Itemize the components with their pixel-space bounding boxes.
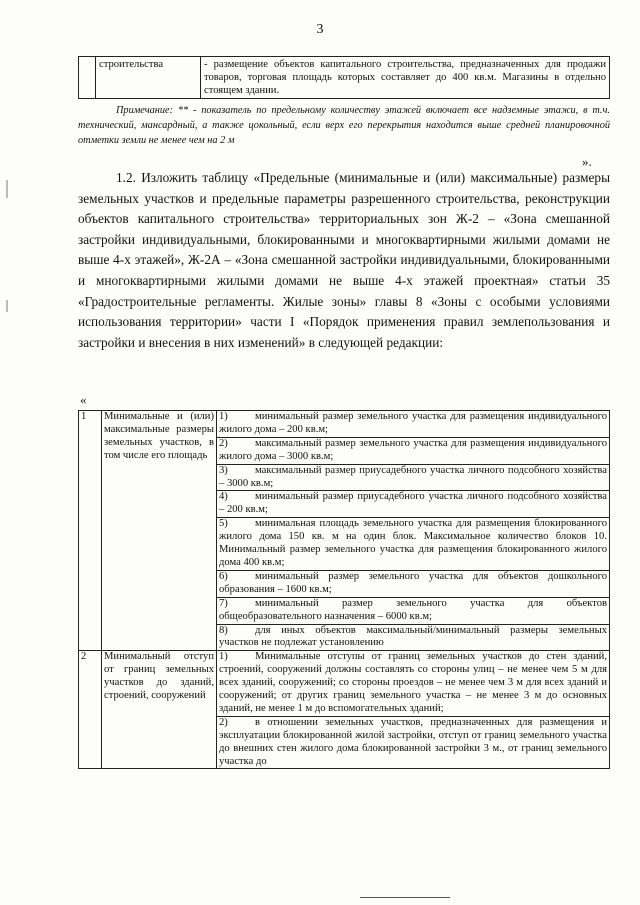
table-row	[79, 57, 610, 99]
margin-mark	[6, 300, 8, 312]
item-text: Минимальные отступы от границ земельных участков до стен зданий, строений, сооружений должны составлять со стороны улиц – не менее чем 5 м для всех зданий, сооружений; со стороны проездов – не менее чем 3 м для всех зданий и сооружений; от других границ земельного участка – не менее 3 м до основных зданий, не менее 1 м до вспомогательных зданий;	[219, 651, 607, 714]
item-number: 1)	[219, 651, 228, 663]
item-text: минимальный размер земельного участка для объектов общеобразовательного назначения – 6000 кв.м;	[219, 597, 607, 622]
item-number: 3)	[219, 464, 228, 476]
item-text: для иных объектов максимальный/минимальный размеры земельных участков не подлежат установлению	[219, 624, 607, 649]
item-number: 2)	[219, 437, 228, 449]
row-items	[217, 651, 610, 769]
row-number: 2	[79, 651, 102, 769]
item-text: максимальный размер земельного участка для размещения индивидуального жилого дома – 3000 кв.м;	[219, 437, 607, 462]
closing-quote: ».	[582, 154, 592, 169]
list-item	[217, 491, 609, 518]
item-number: 1)	[219, 411, 228, 422]
opening-quote: «	[80, 392, 87, 407]
body-paragraph: 1.2. Изложить таблицу «Предельные (минимальные и (или) максимальные) размеры земельных участков и предельные параметры разрешенного строительства, реконструкции объектов капитального строительства» территориальных зон Ж-2 – «Зона смешанной застройки индивидуальными, блокированными и многоквартирными жилыми домами не выше 4-х этажей», Ж-2А – «Зона смешанной застройки индивидуальными, блокированными и многоквартирными жилыми домами не выше 4-х этажей проектная» статьи 35 «Градостроительные регламенты. Жилые зоны» главы 8 «Зоны с особыми условиями использования территории» части I «Порядок применения правил землепользования и застройки и внесения в них изменений» в следующей редакции:	[78, 170, 610, 350]
parameters-table	[78, 410, 610, 769]
footer-rule	[360, 897, 450, 898]
item-text: минимальный размер земельного участка для объектов дошкольного образования – 1600 кв.м;	[219, 570, 607, 595]
row-label: Минимальный отступ от границ земельных участков до зданий, строений, сооружений	[102, 651, 217, 769]
page-number: 3	[316, 22, 324, 37]
item-number: 7)	[219, 597, 228, 609]
item-text: максимальный размер приусадебного участка личного подсобного хозяйства – 3000 кв.м;	[219, 464, 607, 489]
list-item	[217, 465, 609, 492]
row-items	[217, 411, 610, 651]
item-number: 6)	[219, 570, 228, 582]
table-cell-text: - размещение объектов капитального строительства, предназначенных для продажи товаров, торговая площадь которых составляет до 400 кв.м. Магазины в отдельно стоящем здании.	[201, 57, 610, 99]
item-number: 5)	[219, 518, 228, 530]
item-number: 4)	[219, 491, 228, 503]
item-number: 8)	[219, 624, 228, 636]
item-text: в отношении земельных участков, предназначенных для размещения и эксплуатации блокированной жилой застройки, отступ от границ земельного участка до внешних стен жилого дома блокированной застройки 3 м., от границ земельного участка до	[219, 716, 607, 767]
table-cell-number	[79, 57, 96, 99]
table-cell-label: строительства	[96, 57, 201, 99]
list-item	[217, 598, 609, 625]
item-text: минимальный размер земельного участка для размещения индивидуального жилого дома – 200 кв.м;	[219, 411, 607, 435]
list-item	[217, 651, 609, 717]
list-item	[217, 625, 609, 651]
table-row	[79, 411, 610, 651]
row-number: 1	[79, 411, 102, 651]
footnote: Примечание: ** - показатель по предельному количеству этажей включает все надземные этажи, в т.ч. технический, мансардный, а также цокольный, если верх его перекрытия находится выше средней планировочной отметки земли не менее чем на 2 м	[78, 105, 610, 146]
row-label: Минимальные и (или) максимальные размеры земельных участков, в том числе его площадь	[102, 411, 217, 651]
margin-mark	[6, 180, 8, 198]
item-number: 2)	[219, 716, 228, 728]
continued-table	[78, 56, 610, 99]
item-text: минимальная площадь земельного участка для размещения блокированного жилого дома 150 кв. м на один блок. Максимальное количество блоков 10. Минимальный размер земельного участка для размещения блокированного жилого дома 400 кв.м;	[219, 518, 607, 568]
list-item	[217, 411, 609, 438]
list-item	[217, 571, 609, 598]
table-row	[79, 651, 610, 769]
item-text: минимальный размер приусадебного участка личного подсобного хозяйства – 200 кв.м;	[219, 491, 607, 516]
list-item	[217, 518, 609, 571]
list-item	[217, 438, 609, 465]
list-item	[217, 717, 609, 769]
